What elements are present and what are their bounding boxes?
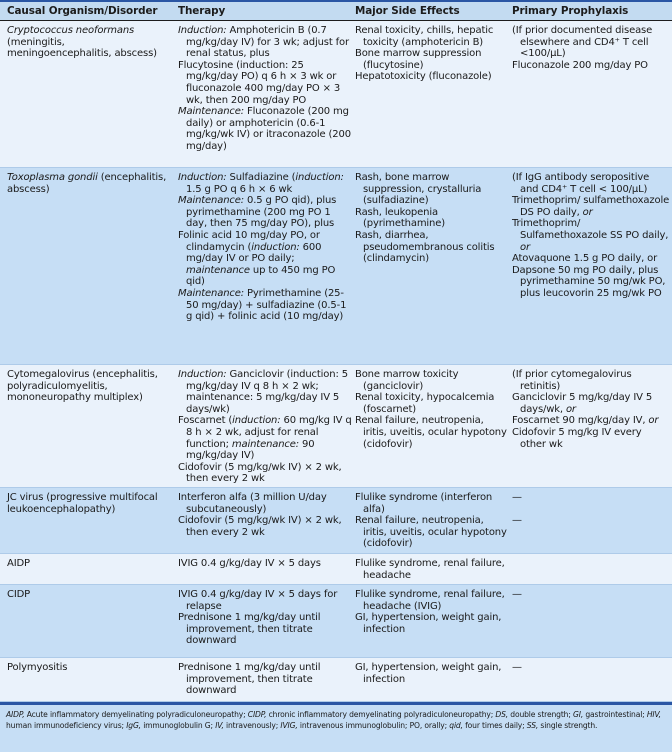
therapy-entry <box>178 492 353 515</box>
side-effect-entry: Rash, diarrhea, pseudomembranous colitis (clindamycin) <box>355 229 495 265</box>
entry-label: Maintenance: <box>178 106 244 118</box>
therapy-entry <box>178 195 353 230</box>
side-effect-entry: Renal toxicity, hypocalcemia (foscarnet) <box>355 392 495 415</box>
entry-label: Induction: <box>178 25 227 36</box>
side-effects-cell <box>355 25 510 83</box>
prophylaxis-entry: Dapsone 50 mg PO daily, plus pyrimethamine 50 mg/wk PO, plus leucovorin 25 mg/wk PO <box>512 264 666 299</box>
table-row <box>0 554 672 585</box>
therapy-entry <box>178 558 353 570</box>
entry-text: 90 mg/kg/day IV) <box>186 438 315 462</box>
abbreviation-definition: intravenous immunoglobulin; <box>297 720 410 730</box>
side-effect-entry: Rash, bone marrow suppression, crystalluria (sulfadiazine) <box>355 172 482 207</box>
entry-label: induction: <box>251 241 300 253</box>
entry-text: Ganciclovir (induction: 5 mg/kg/day IV q 8 h × 2 wk; maintenance: 5 mg/kg/day IV 5 days/wk) <box>186 369 348 415</box>
prophylaxis-entry: Atovaquone 1.5 g PO daily, or <box>512 253 658 265</box>
prophylaxis-entry: Cidofovir 5 mg/kg IV every other wk <box>512 426 642 450</box>
abbreviation: IgG, <box>126 720 141 730</box>
abbreviation-definition: immunoglobulin G; <box>140 720 216 730</box>
prophylaxis-entry: — <box>512 662 522 673</box>
entry-text: Trimethoprim/ Sulfamethoxazole SS PO daily, <box>512 218 669 241</box>
side-effect-entry: Bone marrow toxicity (ganciclovir) <box>355 369 459 392</box>
side-effects-cell <box>355 492 510 550</box>
abbreviation: DS, <box>495 710 509 719</box>
header-causal-organism: Causal Organism/Disorder <box>7 5 158 17</box>
therapy-entry <box>178 60 353 106</box>
abbreviation-definition: four times daily; <box>462 720 527 730</box>
therapy-cell <box>178 172 353 323</box>
entry-text: IVIG 0.4 g/kg/day IV × 5 days for relapse <box>178 589 338 612</box>
organism-cell <box>7 25 172 60</box>
entry-text: 0.5 g PO qid), plus pyrimethamine (200 mg PO 1 day, then 75 mg/day PO), plus <box>186 195 337 230</box>
entry-text: Cidofovir (5 mg/kg/wk IV) × 2 wk, then every 2 wk <box>178 461 342 485</box>
entry-label: Maintenance: <box>178 195 244 207</box>
entry-text: Fluconazole (200 mg daily) or amphotericin (0.6-1 mg/kg/wk IV) or itraconazole (200 mg/day) <box>186 106 351 152</box>
side-effect-entry: Renal failure, neutropenia, iritis, uveitis, ocular hypotony (cidofovir) <box>355 515 507 550</box>
entry-label: maintenance: <box>231 438 299 450</box>
table-row <box>0 488 672 554</box>
organism-cell <box>7 662 172 674</box>
prophylaxis-entry: (If prior cytomegalovirus retinitis) <box>512 369 632 392</box>
abbreviation-definition: intravenously; <box>223 720 281 730</box>
abbreviation: IVIG, <box>280 720 298 730</box>
entry-text: Folinic acid 10 mg/day PO, or clindamycin ( <box>178 229 320 253</box>
prophylaxis-entry <box>512 195 670 218</box>
therapy-cell <box>178 662 353 697</box>
therapy-cell <box>178 492 353 538</box>
side-effect-entry: GI, hypertension, weight gain, infection <box>355 662 502 685</box>
entry-emphasis: or <box>520 241 530 253</box>
table-row <box>0 21 672 168</box>
organism-description: AIDP <box>7 558 30 569</box>
prophylaxis-entry <box>512 392 670 415</box>
table-header <box>0 2 672 21</box>
organism-name: Toxoplasma gondii <box>7 172 98 183</box>
therapy-entry <box>178 288 353 323</box>
entry-text: Prednisone 1 mg/kg/day until improvement, then titrate downward <box>178 662 321 697</box>
prophylaxis-cell <box>512 172 670 300</box>
side-effects-cell <box>355 558 510 581</box>
abbreviation: CIDP, <box>247 710 267 719</box>
abbreviation: AIDP, <box>6 710 25 719</box>
therapy-entry <box>178 589 353 612</box>
entry-text: 600 mg/day IV or PO daily; <box>186 241 322 265</box>
organism-name: Cryptococcus neoformans <box>7 25 135 36</box>
therapy-entry <box>178 25 353 60</box>
therapy-entry <box>178 662 353 697</box>
abbreviation-definition: double strength; <box>508 710 573 719</box>
table-row <box>0 585 672 658</box>
therapy-cell <box>178 25 353 153</box>
organism-cell <box>7 558 172 570</box>
prophylaxis-entry: — <box>512 589 522 600</box>
entry-text: IVIG 0.4 g/kg/day IV × 5 days <box>178 558 321 569</box>
prophylaxis-entry: — <box>512 515 522 527</box>
abbreviation: SS, <box>526 720 539 730</box>
entry-emphasis: or <box>582 206 593 218</box>
entry-label: induction: <box>295 172 344 183</box>
organism-description: CIDP <box>7 589 31 600</box>
entry-text: Ganciclovir 5 mg/kg/day IV 5 days/wk, <box>512 392 653 415</box>
therapy-entry <box>178 230 353 288</box>
side-effect-entry: Bone marrow suppression (flucytosine) <box>355 48 482 71</box>
entry-label: Maintenance: <box>178 287 244 299</box>
table-row <box>0 658 672 702</box>
entry-text: up to 450 mg PO qid) <box>186 264 336 288</box>
abbreviation: HIV, <box>646 710 661 719</box>
entry-text: Foscarnet ( <box>178 415 233 427</box>
prophylaxis-cell <box>512 492 670 527</box>
prophylaxis-entry: (If prior documented disease elsewhere and CD4⁺ T cell <100/μL) <box>512 25 653 60</box>
entry-label: induction: <box>232 415 281 427</box>
table-row <box>0 168 672 365</box>
entry-text: Amphotericin B (0.7 mg/kg/day IV) for 3 wk; adjust for renal status, plus <box>186 25 349 60</box>
entry-text: 1.5 g PO q 6 h × 6 wk <box>186 183 293 195</box>
organism-description: JC virus (progressive multifocal leukoencephalopathy) <box>7 492 158 515</box>
organism-cell <box>7 492 172 515</box>
organism-cell <box>7 589 172 601</box>
prophylaxis-entry: (If IgG antibody seropositive and CD4⁺ T cell < 100/μL) <box>512 172 650 195</box>
entry-text: Sulfadiazine ( <box>226 172 296 183</box>
therapy-entry <box>178 172 353 195</box>
therapy-entry <box>178 612 353 647</box>
abbreviation: qid, <box>449 720 463 730</box>
entry-text: Pyrimethamine (25-50 mg/day) + sulfadiazine (0.5-1 g qid) + folinic acid (10 mg/day) <box>186 287 347 323</box>
entry-text: 60 mg/kg IV q 8 h × 2 wk, adjust for renal function; <box>186 415 352 450</box>
abbreviation: IV, <box>215 720 224 730</box>
therapy-entry <box>178 106 353 152</box>
organism-cell <box>7 172 172 195</box>
header-prophylaxis: Primary Prophylaxis <box>512 5 629 17</box>
side-effect-entry: Hepatotoxicity (fluconazole) <box>355 71 492 83</box>
entry-label: Induction: <box>178 172 227 183</box>
side-effect-entry: Rash, leukopenia (pyrimethamine) <box>355 206 445 230</box>
organism-cell <box>7 369 172 404</box>
side-effect-entry: Flulike syndrome, renal failure, headache (IVIG) <box>355 589 505 612</box>
header-side-effects: Major Side Effects <box>355 5 460 17</box>
abbreviation-definition: single strength. <box>538 720 598 730</box>
prophylaxis-entry: — <box>512 492 522 503</box>
entry-text: Trimethoprim/ sulfamethoxazole DS PO daily, <box>512 195 670 218</box>
abbreviation-definition: human immunodeficiency virus; <box>6 720 127 730</box>
entry-emphasis: or <box>565 403 576 415</box>
side-effect-entry: GI, hypertension, weight gain, infection <box>355 612 502 635</box>
organism-description: Polymyositis <box>7 662 68 673</box>
side-effects-cell <box>355 662 510 685</box>
side-effects-cell <box>355 172 510 265</box>
entry-text: Prednisone 1 mg/kg/day until improvement, then titrate downward <box>178 612 321 647</box>
prophylaxis-cell <box>512 25 670 71</box>
organism-description: (meningitis, meningoencephalitis, abscess) <box>7 36 157 60</box>
entry-text: Flucytosine (induction: 25 mg/kg/day PO) q 6 h × 3 wk or fluconazole 400 mg/day PO × 3 wk, then 200 mg/day PO <box>178 59 341 106</box>
entry-emphasis: or <box>648 415 659 427</box>
therapy-entry <box>178 415 353 461</box>
table-footnote <box>0 702 672 752</box>
prophylaxis-cell <box>512 589 670 601</box>
table-row <box>0 365 672 488</box>
therapy-cell <box>178 369 353 485</box>
therapy-cell <box>178 589 353 647</box>
entry-text: Foscarnet 90 mg/kg/day IV, <box>512 415 649 427</box>
abbreviation-definition: chronic inflammatory demyelinating polyradiculoneuropathy; <box>266 710 496 719</box>
entry-text: Interferon alfa (3 million U/day subcutaneously) <box>178 492 327 515</box>
abbreviation: GI, <box>573 710 584 719</box>
abbreviation-definition: gastrointestinal; <box>583 710 647 719</box>
side-effect-entry: Renal toxicity, chills, hepatic toxicity (amphotericin B) <box>355 25 494 48</box>
entry-label: maintenance <box>186 264 250 276</box>
side-effect-entry: Renal failure, neutropenia, iritis, uveitis, ocular hypotony (cidofovir) <box>355 415 507 450</box>
prophylaxis-entry <box>512 415 670 427</box>
prophylaxis-cell <box>512 662 670 674</box>
therapy-entry <box>178 515 353 538</box>
side-effects-cell <box>355 369 510 450</box>
entry-label: Induction: <box>178 369 227 380</box>
prophylaxis-cell <box>512 369 670 450</box>
therapy-entry <box>178 462 353 485</box>
side-effects-cell <box>355 589 510 635</box>
abbreviations-note <box>6 710 661 731</box>
organism-description: Cytomegalovirus (encephalitis, polyradiculomyelitis, mononeuropathy multiplex) <box>7 369 158 404</box>
organism-description: (encephalitis, abscess) <box>7 172 167 195</box>
abbreviation-definition: PO, orally; <box>409 720 450 730</box>
therapy-entry <box>178 369 353 415</box>
therapy-cell <box>178 558 353 570</box>
abbreviation-definition: Acute inflammatory demyelinating polyradiculoneuropathy; <box>24 710 248 719</box>
entry-text: Cidofovir (5 mg/kg/wk IV) × 2 wk, then every 2 wk <box>178 515 342 538</box>
prophylaxis-entry: Fluconazole 200 mg/day PO <box>512 59 648 71</box>
side-effect-entry: Flulike syndrome, renal failure, headache <box>355 558 505 581</box>
header-therapy: Therapy <box>178 5 226 17</box>
side-effect-entry: Flulike syndrome (interferon alfa) <box>355 492 493 515</box>
prophylaxis-entry <box>512 218 670 253</box>
